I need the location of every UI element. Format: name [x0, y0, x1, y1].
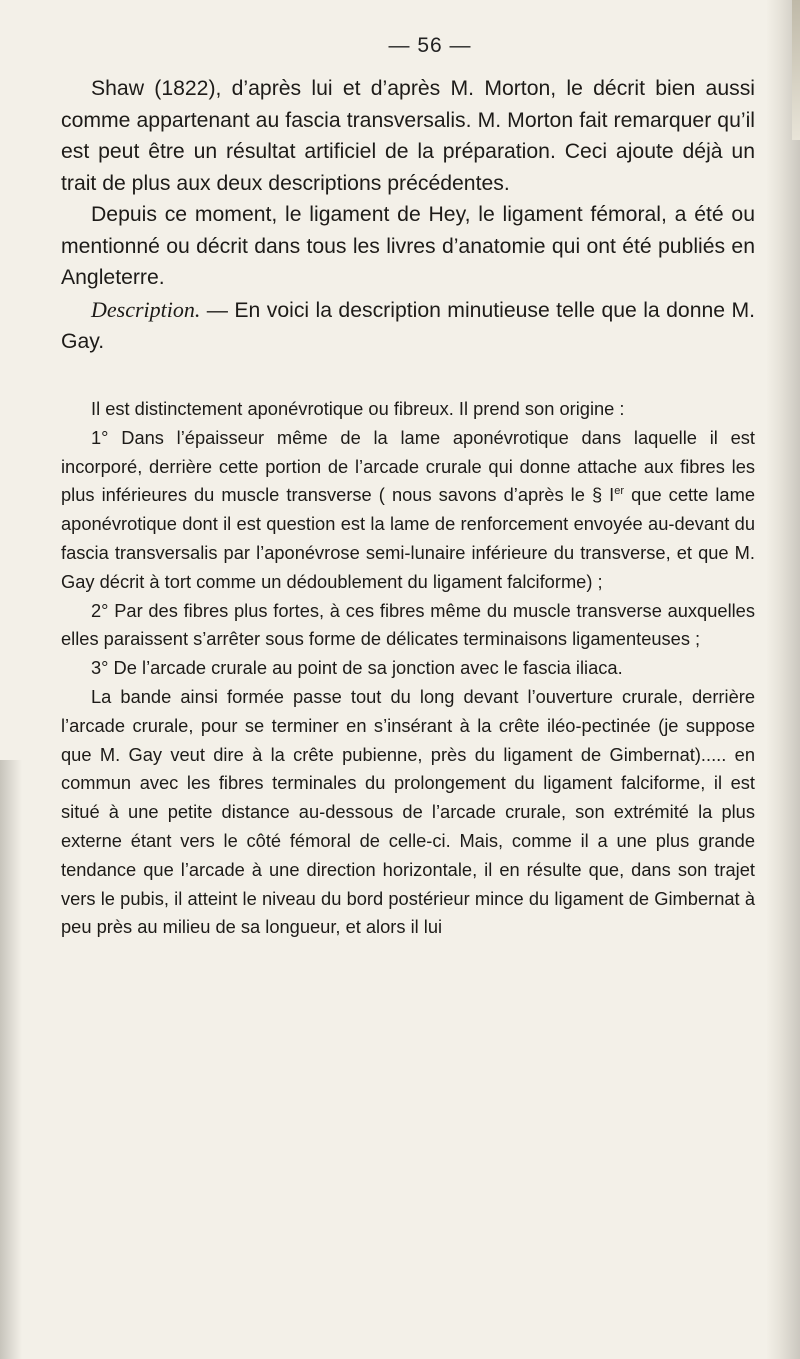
page-number: — 56 — [388, 34, 472, 57]
paragraph-shaw: Shaw (1822), d’après lui et d’après M. Morton, le décrit bien aussi comme appartenant au fascia transversalis. M. Morton fait remarquer qu’il est peut être un résultat artificiel de la préparation. Ceci ajoute déjà un trait de plus aux deux descriptions précédentes. [61, 77, 755, 195]
page-edge-shadow-left [0, 760, 22, 1359]
quote-first-after: que cette lame aponévrotique dont il est question est la lame de renforcement envoyée au-devant du fascia transversalis par l’aponévrose semi-lunaire inférieure du transverse, et que M. Gay décrit à tort comme un dédoublement du ligament falciforme) ; [61, 484, 755, 592]
quote-paragraph-third: 3° De l’arcade crurale au point de sa jonction avec le fascia iliaca. [91, 657, 623, 679]
page-edge-shadow-right [766, 0, 800, 1359]
description-text: — En voici la description minutieuse telle que la donne M. Gay. [61, 298, 755, 353]
description-heading: Description. [91, 296, 201, 322]
quote-paragraph-band: La bande ainsi formée passe tout du long devant l’ouverture crurale, derrière l’arcade crurale, pour se terminer en s’insérant à la crête iléo-pectinée (je suppose que M. Gay veut dire à la crête pubienne, près du ligament de Gimbernat)..... en commun avec les fibres terminales du prolongement du ligament falciforme, il est situé à une petite distance au-dessous de l’arcade crurale, son extrémité la plus externe étant vers le côté fémoral de celle-ci. Mais, comme il a une plus grande tendance que l’arcade à une direction horizontale, il en résulte que, dans son trajet vers le pubis, il atteint le niveau du bord postérieur mince du ligament de Gimbernat à peu près au milieu de sa longueur, et alors il lui [61, 685, 755, 938]
quote-paragraph-first [61, 424, 755, 597]
quoted-description [61, 395, 755, 942]
quote-paragraph-second: 2° Par des fibres plus fortes, à ces fibres même du muscle transverse auxquelles elles paraissent s’arrêter sous forme de délicates terminaisons ligamenteuses ; [61, 599, 755, 650]
quote-first-before: 1° Dans l’épaisseur même de la lame aponévrotique dans laquelle il est incorporé, derrière cette portion de l’arcade crurale qui donne attache aux fibres les plus inférieures du muscle transverse ( nous savons d’après le § I [61, 426, 755, 506]
main-text-large [61, 73, 755, 358]
quote-first-sup: er [614, 485, 625, 498]
quote-paragraph-origin: Il est distinctement aponévrotique ou fibreux. Il prend son origine : [91, 398, 625, 419]
paragraph-description [61, 294, 755, 358]
paragraph-since: Depuis ce moment, le ligament de Hey, le ligament fémoral, a été ou mentionné ou décrit dans tous les livres d’anatomie qui ont été publiés en Angleterre. [61, 203, 755, 289]
page-edge-stain [792, 0, 800, 140]
